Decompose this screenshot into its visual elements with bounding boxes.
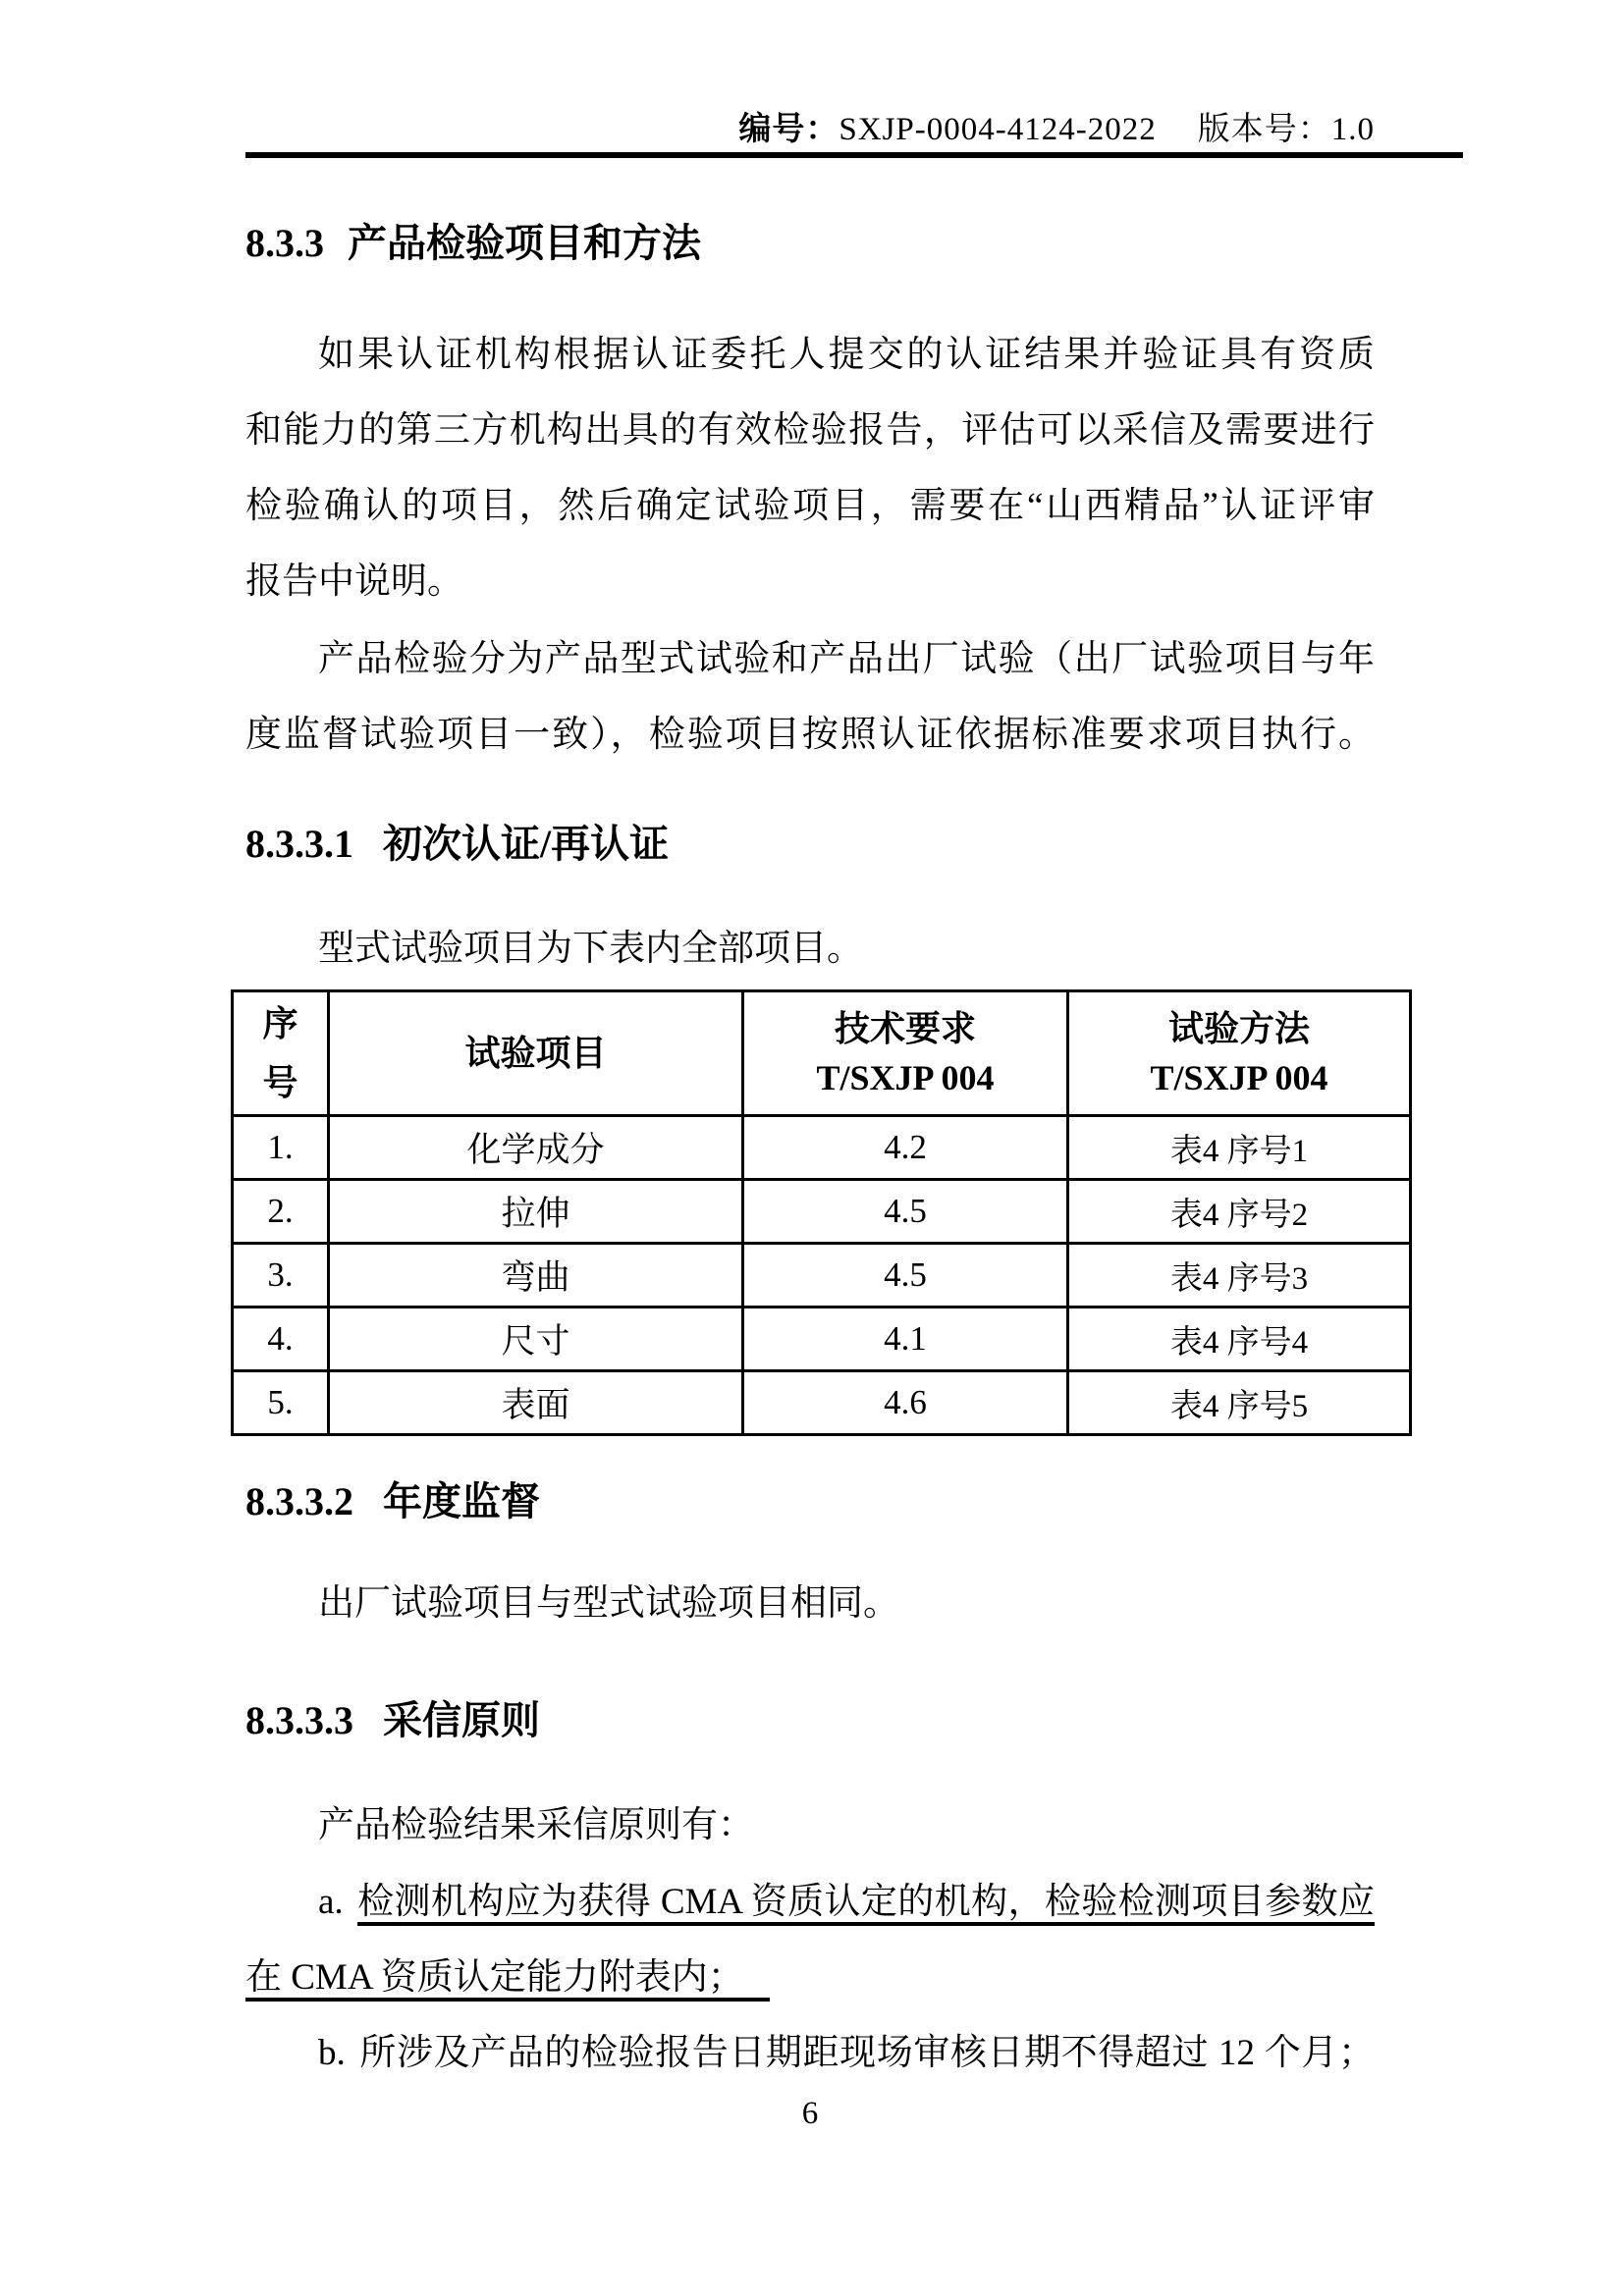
cell-requirement: 4.5 [743,1244,1068,1308]
cell-seq: 3. [233,1244,329,1308]
cell-seq: 4. [233,1308,329,1371]
section-number: 8.3.3.1 [245,822,353,866]
section-number: 8.3.3 [245,221,324,265]
header-method-line2: T/SXJP 004 [1150,1058,1328,1097]
paragraph-line: 出厂试验项目与型式试验项目相同。 [318,1583,899,1624]
underlined-text: 检测机构应为获得 CMA 资质认定的机构，检验检测项目参数应 [357,1882,1375,1926]
cell-method: 表4 序号1 [1068,1116,1411,1180]
cell-requirement: 4.2 [743,1116,1068,1180]
header-cell-requirement [743,991,1068,1116]
table-row [233,1308,1411,1371]
header-seq-line1: 序 [262,1004,298,1043]
item-letter: b. [318,2033,346,2073]
paragraph-line: 和能力的第三方机构出具的有效检验报告，评估可以采信及需要进行 [245,410,1375,451]
page-number: 6 [801,2096,819,2131]
section-title: 采信原则 [383,1698,540,1742]
table-intro-paragraph [245,911,1375,987]
section-title: 初次认证/再认证 [383,822,670,866]
paragraph-line [245,1864,1375,1940]
paragraph-1 [245,317,1375,619]
cell-item: 化学成分 [329,1116,743,1180]
test-items-table [231,989,1412,1436]
table-row [233,1371,1411,1435]
header-method-line1: 试验方法 [1167,1009,1310,1048]
table-header-row [233,991,1411,1116]
header-requirement-line2: T/SXJP 004 [816,1058,995,1097]
paragraph-line: 型式试验项目为下表内全部项目。 [318,929,863,969]
paragraph-line: 如果认证机构根据认证委托人提交的认证结果并验证具有资质 [318,335,1375,375]
doc-header [245,109,1375,151]
doc-number: SXJP-0004-4124-2022 [839,112,1157,147]
paragraph-line: 检验确认的项目，然后确定试验项目，需要在“山西精品”认证评审 [245,486,1375,526]
annual-paragraph [245,1566,1375,1641]
paragraph-line [245,1940,1375,2015]
section-heading-8-3-3-2 [245,1478,1375,1525]
paragraph-line [245,2015,1375,2091]
doc-number-label: 编号： [738,112,839,147]
cell-item: 弯曲 [329,1244,743,1308]
paragraph-line: 产品检验结果采信原则有： [318,1805,754,1845]
section-heading-8-3-3-1 [245,821,1375,868]
cell-requirement: 4.5 [743,1180,1068,1244]
cell-requirement: 4.1 [743,1308,1068,1371]
item-text: 所涉及产品的检验报告日期距现场审核日期不得超过 12 个月； [358,2033,1375,2073]
table-row [233,1116,1411,1180]
underlined-text: 在 CMA 资质认定能力附表内； [245,1957,770,2002]
header-cell-seq [233,991,329,1116]
cell-method: 表4 序号2 [1068,1180,1411,1244]
cell-item: 表面 [329,1371,743,1435]
paragraph-2 [245,621,1375,773]
section-number: 8.3.3.3 [245,1698,353,1742]
version-value: 1.0 [1330,112,1375,147]
cell-item: 拉伸 [329,1180,743,1244]
paragraph-line: 报告中说明。 [245,561,463,602]
header-seq-line2: 号 [262,1063,298,1102]
header-requirement-line1: 技术要求 [834,1009,976,1048]
table-row [233,1180,1411,1244]
header-cell-item: 试验项目 [329,991,743,1116]
principle-item-a [245,1864,1375,2015]
item-letter: a. [318,1882,344,1922]
cell-seq: 1. [233,1116,329,1180]
cell-item: 尺寸 [329,1308,743,1371]
section-heading-8-3-3 [245,220,1375,267]
paragraph-line: 度监督试验项目一致），检验项目按照认证依据标准要求项目执行。 [245,715,1375,755]
section-heading-8-3-3-3 [245,1697,1375,1744]
cell-seq: 5. [233,1371,329,1435]
cell-method: 表4 序号4 [1068,1308,1411,1371]
principle-item-b [245,2015,1375,2091]
header-cell-method [1068,991,1411,1116]
cell-method: 表4 序号3 [1068,1244,1411,1308]
table-row [233,1244,1411,1308]
cell-requirement: 4.6 [743,1371,1068,1435]
section-title: 产品检验项目和方法 [348,221,701,265]
principles-intro-paragraph [245,1788,1375,1863]
cell-seq: 2. [233,1180,329,1244]
version-label: 版本号： [1197,112,1331,147]
cell-method: 表4 序号5 [1068,1371,1411,1435]
section-title: 年度监督 [383,1479,540,1523]
section-number: 8.3.3.2 [245,1479,353,1523]
paragraph-line: 产品检验分为产品型式试验和产品出厂试验（出厂试验项目与年 [318,639,1375,679]
header-rule [245,152,1463,158]
